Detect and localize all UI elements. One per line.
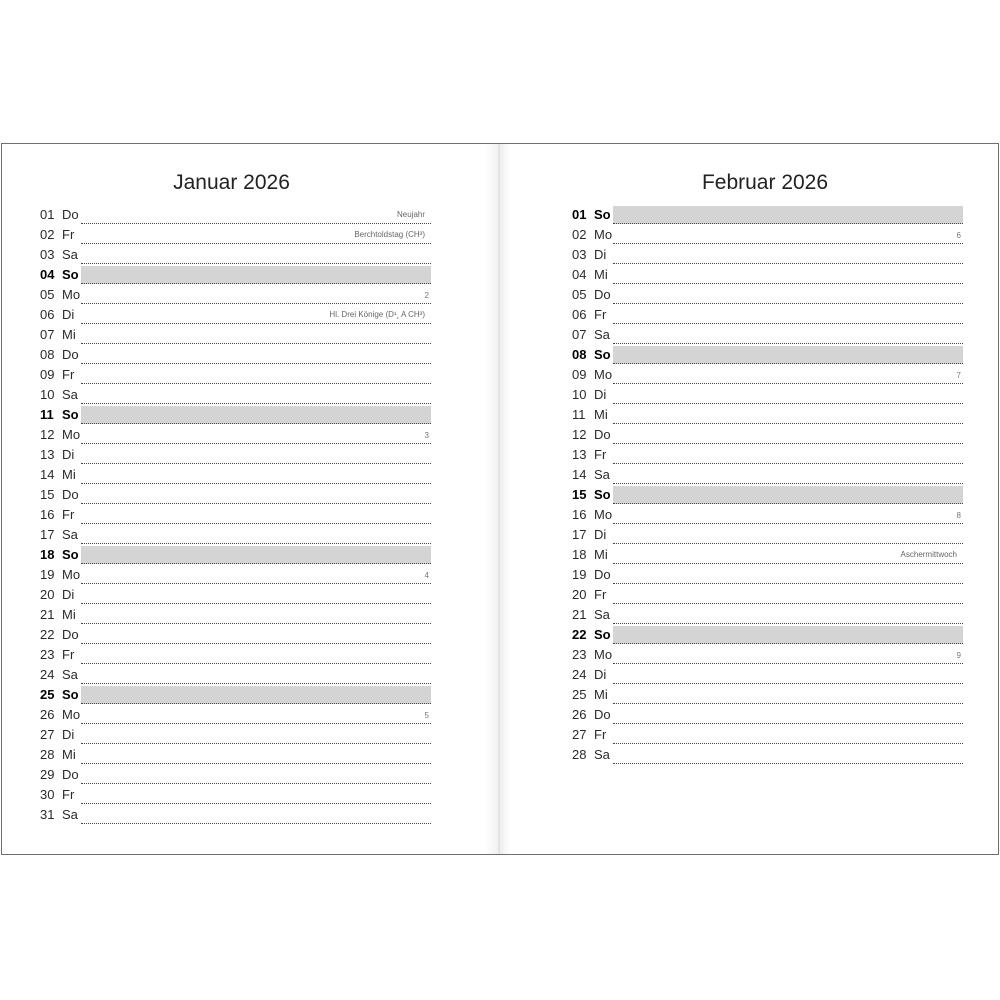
weekday-abbr: So — [594, 487, 611, 502]
entry-line[interactable] — [81, 326, 431, 344]
weekday-abbr: Di — [62, 727, 75, 742]
entry-line[interactable] — [613, 306, 963, 324]
weekday-abbr: Di — [62, 587, 75, 602]
day-number: 03 — [572, 247, 587, 262]
entry-line[interactable] — [81, 386, 431, 404]
week-number: 5 — [424, 711, 429, 720]
sunday-entry-line[interactable] — [81, 266, 431, 284]
entry-line[interactable] — [81, 226, 431, 244]
weekday-abbr: Sa — [594, 327, 610, 342]
day-number: 11 — [572, 407, 586, 422]
sunday-entry-line[interactable] — [81, 406, 431, 424]
day-row[interactable] — [500, 725, 998, 745]
day-number: 06 — [40, 307, 55, 322]
page-january — [1, 143, 499, 855]
day-number: 26 — [572, 707, 587, 722]
day-number: 23 — [572, 647, 587, 662]
entry-line[interactable] — [81, 286, 431, 304]
day-row[interactable] — [2, 225, 499, 245]
entry-line[interactable] — [81, 746, 431, 764]
day-number: 25 — [40, 687, 55, 702]
day-row[interactable] — [500, 745, 998, 765]
day-row[interactable] — [2, 425, 499, 445]
day-number: 28 — [40, 747, 55, 762]
day-number: 06 — [572, 307, 587, 322]
day-row[interactable] — [2, 445, 499, 465]
weekday-abbr: So — [62, 687, 79, 702]
day-row[interactable] — [500, 405, 998, 425]
day-row[interactable] — [2, 545, 499, 565]
entry-line[interactable] — [613, 646, 963, 664]
sunday-entry-line[interactable] — [613, 346, 963, 364]
day-row[interactable] — [2, 625, 499, 645]
day-row[interactable] — [2, 785, 499, 805]
weekday-abbr: Mi — [594, 687, 608, 702]
day-row[interactable] — [2, 325, 499, 345]
day-row[interactable] — [500, 205, 998, 225]
weekday-abbr: Sa — [62, 387, 78, 402]
day-row[interactable] — [2, 245, 499, 265]
weekday-abbr: Mi — [594, 407, 608, 422]
day-number: 24 — [572, 667, 587, 682]
entry-line[interactable] — [81, 706, 431, 724]
weekday-abbr: Mi — [594, 267, 608, 282]
day-number: 18 — [40, 547, 55, 562]
weekday-abbr: Do — [594, 287, 611, 302]
day-row[interactable] — [500, 485, 998, 505]
entry-line[interactable] — [81, 466, 431, 484]
day-number: 10 — [40, 387, 55, 402]
week-number: 4 — [424, 571, 429, 580]
weekday-abbr: Fr — [62, 227, 75, 242]
day-row[interactable] — [500, 305, 998, 325]
entry-line[interactable] — [81, 646, 431, 664]
entry-line[interactable] — [613, 686, 963, 704]
weekday-abbr: Do — [62, 347, 79, 362]
day-row[interactable] — [500, 665, 998, 685]
day-number: 22 — [572, 627, 587, 642]
day-list-january — [2, 205, 499, 825]
day-row[interactable] — [500, 225, 998, 245]
holiday-label: Neujahr — [396, 210, 425, 219]
weekday-abbr: Do — [62, 627, 79, 642]
day-row[interactable] — [500, 545, 998, 565]
day-row[interactable] — [2, 305, 499, 325]
day-row[interactable] — [2, 565, 499, 585]
entry-line[interactable] — [81, 506, 431, 524]
day-number: 27 — [40, 727, 55, 742]
day-number: 11 — [40, 407, 54, 422]
entry-line[interactable] — [613, 406, 963, 424]
entry-line[interactable] — [81, 246, 431, 264]
day-number: 13 — [40, 447, 55, 462]
entry-line[interactable] — [81, 426, 431, 444]
entry-line[interactable] — [81, 206, 431, 224]
day-row[interactable] — [2, 605, 499, 625]
day-row[interactable] — [500, 705, 998, 725]
weekday-abbr: Mi — [594, 547, 608, 562]
weekday-abbr: Di — [594, 387, 607, 402]
day-row[interactable] — [500, 425, 998, 445]
entry-line[interactable] — [81, 346, 431, 364]
weekday-abbr: Sa — [62, 807, 78, 822]
weekday-abbr: Mo — [62, 287, 81, 302]
weekday-abbr: So — [62, 547, 79, 562]
day-number: 03 — [40, 247, 55, 262]
weekday-abbr: Do — [594, 707, 611, 722]
day-row[interactable] — [500, 325, 998, 345]
entry-line[interactable] — [81, 766, 431, 784]
day-number: 25 — [572, 687, 587, 702]
day-number: 08 — [572, 347, 587, 362]
day-number: 17 — [40, 527, 55, 542]
day-number: 24 — [40, 667, 55, 682]
weekday-abbr: Mi — [62, 467, 76, 482]
sunday-entry-line[interactable] — [613, 626, 963, 644]
weekday-abbr: Fr — [62, 647, 75, 662]
day-row[interactable] — [2, 465, 499, 485]
weekday-abbr: Fr — [594, 307, 607, 322]
weekday-abbr: Fr — [594, 447, 607, 462]
day-number: 18 — [572, 547, 587, 562]
day-row[interactable] — [2, 665, 499, 685]
entry-line[interactable] — [613, 666, 963, 684]
weekday-abbr: Mo — [594, 647, 613, 662]
entry-line[interactable] — [81, 606, 431, 624]
entry-line[interactable] — [613, 706, 963, 724]
entry-line[interactable] — [81, 366, 431, 384]
day-row[interactable] — [500, 245, 998, 265]
holiday-label: Hl. Drei Könige (D¹¸ A CH³) — [329, 310, 425, 319]
entry-line[interactable] — [81, 306, 431, 324]
entry-line[interactable] — [81, 586, 431, 604]
entry-line[interactable] — [613, 266, 963, 284]
day-row[interactable] — [500, 285, 998, 305]
weekday-abbr: Sa — [62, 247, 78, 262]
day-number: 27 — [572, 727, 587, 742]
day-number: 04 — [40, 267, 55, 282]
day-row[interactable] — [500, 445, 998, 465]
entry-line[interactable] — [613, 746, 963, 764]
weekday-abbr: Do — [594, 567, 611, 582]
entry-line[interactable] — [81, 626, 431, 644]
weekday-abbr: Fr — [594, 587, 607, 602]
weekday-abbr: Mi — [62, 327, 76, 342]
day-row[interactable] — [2, 705, 499, 725]
weekday-abbr: So — [594, 627, 611, 642]
day-number: 10 — [572, 387, 587, 402]
day-number: 26 — [40, 707, 55, 722]
weekday-abbr: Di — [594, 247, 607, 262]
weekday-abbr: So — [594, 207, 611, 222]
week-number: 9 — [956, 651, 961, 660]
entry-line[interactable] — [81, 726, 431, 744]
day-number: 29 — [40, 767, 55, 782]
day-number: 21 — [40, 607, 55, 622]
week-number: 3 — [424, 431, 429, 440]
week-number: 8 — [956, 511, 961, 520]
day-number: 15 — [40, 487, 55, 502]
weekday-abbr: Sa — [594, 467, 610, 482]
day-number: 19 — [40, 567, 55, 582]
day-row[interactable] — [2, 765, 499, 785]
entry-line[interactable] — [81, 566, 431, 584]
weekday-abbr: Mo — [62, 707, 81, 722]
day-row[interactable] — [500, 645, 998, 665]
day-number: 02 — [572, 227, 587, 242]
month-title-january: Januar 2026 — [173, 171, 290, 194]
entry-line[interactable] — [613, 606, 963, 624]
day-number: 30 — [40, 787, 55, 802]
weekday-abbr: Mo — [62, 567, 81, 582]
planner-spread — [0, 143, 1000, 857]
day-number: 05 — [40, 287, 55, 302]
day-number: 04 — [572, 267, 587, 282]
day-row[interactable] — [2, 505, 499, 525]
weekday-abbr: Mi — [62, 747, 76, 762]
entry-line[interactable] — [81, 486, 431, 504]
day-number: 13 — [572, 447, 587, 462]
entry-line[interactable] — [613, 506, 963, 524]
weekday-abbr: Do — [62, 487, 79, 502]
day-row[interactable] — [500, 385, 998, 405]
weekday-abbr: Di — [62, 307, 75, 322]
day-row[interactable] — [2, 365, 499, 385]
day-row[interactable] — [2, 685, 499, 705]
weekday-abbr: So — [594, 347, 611, 362]
holiday-label: Berchtoldstag (CH³) — [354, 230, 425, 239]
day-number: 31 — [40, 807, 55, 822]
day-number: 22 — [40, 627, 55, 642]
day-row[interactable] — [500, 585, 998, 605]
holiday-label: Aschermittwoch — [900, 550, 957, 559]
page-february — [500, 143, 999, 855]
weekday-abbr: Sa — [594, 747, 610, 762]
day-row[interactable] — [500, 345, 998, 365]
day-number: 15 — [572, 487, 587, 502]
weekday-abbr: Di — [594, 527, 607, 542]
day-row[interactable] — [2, 645, 499, 665]
weekday-abbr: Di — [62, 447, 75, 462]
entry-line[interactable] — [613, 386, 963, 404]
entry-line[interactable] — [613, 526, 963, 544]
weekday-abbr: Fr — [594, 727, 607, 742]
weekday-abbr: So — [62, 407, 79, 422]
day-number: 14 — [572, 467, 587, 482]
weekday-abbr: Sa — [62, 527, 78, 542]
weekday-abbr: Fr — [62, 787, 75, 802]
week-number: 6 — [956, 231, 961, 240]
day-number: 16 — [572, 507, 587, 522]
day-row[interactable] — [2, 585, 499, 605]
entry-line[interactable] — [613, 726, 963, 744]
day-number: 28 — [572, 747, 587, 762]
day-number: 20 — [40, 587, 55, 602]
day-number: 16 — [40, 507, 55, 522]
week-number: 2 — [424, 291, 429, 300]
weekday-abbr: Fr — [62, 507, 75, 522]
weekday-abbr: Do — [594, 427, 611, 442]
day-list-february — [500, 205, 998, 765]
weekday-abbr: So — [62, 267, 79, 282]
entry-line[interactable] — [81, 806, 431, 824]
weekday-abbr: Di — [594, 667, 607, 682]
entry-line[interactable] — [613, 426, 963, 444]
day-row[interactable] — [2, 725, 499, 745]
day-row[interactable] — [500, 465, 998, 485]
entry-line[interactable] — [81, 786, 431, 804]
day-row[interactable] — [2, 525, 499, 545]
weekday-abbr: Do — [62, 207, 79, 222]
week-number: 7 — [956, 371, 961, 380]
day-row[interactable] — [500, 685, 998, 705]
day-row[interactable] — [2, 805, 499, 825]
day-row[interactable] — [500, 365, 998, 385]
entry-line[interactable] — [613, 566, 963, 584]
day-row[interactable] — [2, 265, 499, 285]
sunday-entry-line[interactable] — [81, 686, 431, 704]
day-number: 05 — [572, 287, 587, 302]
weekday-abbr: Mo — [62, 427, 81, 442]
day-number: 01 — [40, 207, 55, 222]
day-number: 23 — [40, 647, 55, 662]
entry-line[interactable] — [613, 326, 963, 344]
day-row[interactable] — [500, 525, 998, 545]
sunday-entry-line[interactable] — [613, 486, 963, 504]
day-number: 09 — [572, 367, 587, 382]
day-row[interactable] — [500, 265, 998, 285]
day-number: 08 — [40, 347, 55, 362]
day-number: 14 — [40, 467, 55, 482]
day-row[interactable] — [2, 345, 499, 365]
weekday-abbr: Mo — [594, 507, 613, 522]
weekday-abbr: Fr — [62, 367, 75, 382]
weekday-abbr: Mo — [594, 367, 613, 382]
day-number: 17 — [572, 527, 587, 542]
entry-line[interactable] — [613, 246, 963, 264]
entry-line[interactable] — [613, 286, 963, 304]
day-number: 20 — [572, 587, 587, 602]
weekday-abbr: Do — [62, 767, 79, 782]
day-row[interactable] — [500, 505, 998, 525]
day-row[interactable] — [2, 205, 499, 225]
day-number: 07 — [572, 327, 587, 342]
day-number: 01 — [572, 207, 587, 222]
day-row[interactable] — [500, 605, 998, 625]
sunday-entry-line[interactable] — [81, 546, 431, 564]
entry-line[interactable] — [81, 446, 431, 464]
day-number: 12 — [40, 427, 55, 442]
entry-line[interactable] — [613, 226, 963, 244]
entry-line[interactable] — [613, 366, 963, 384]
day-number: 21 — [572, 607, 587, 622]
day-number: 07 — [40, 327, 55, 342]
weekday-abbr: Mo — [594, 227, 613, 242]
day-number: 09 — [40, 367, 55, 382]
day-row[interactable] — [2, 745, 499, 765]
entry-line[interactable] — [613, 466, 963, 484]
day-row[interactable] — [500, 625, 998, 645]
sunday-entry-line[interactable] — [613, 206, 963, 224]
entry-line[interactable] — [81, 526, 431, 544]
day-row[interactable] — [500, 565, 998, 585]
day-row[interactable] — [2, 385, 499, 405]
month-title-february: Februar 2026 — [701, 171, 829, 194]
weekday-abbr: Sa — [594, 607, 610, 622]
day-number: 02 — [40, 227, 55, 242]
weekday-abbr: Mi — [62, 607, 76, 622]
day-number: 12 — [572, 427, 587, 442]
entry-line[interactable] — [613, 586, 963, 604]
entry-line[interactable] — [613, 546, 963, 564]
day-row[interactable] — [2, 405, 499, 425]
entry-line[interactable] — [81, 666, 431, 684]
day-number: 19 — [572, 567, 587, 582]
entry-line[interactable] — [613, 446, 963, 464]
day-row[interactable] — [2, 485, 499, 505]
day-row[interactable] — [2, 285, 499, 305]
weekday-abbr: Sa — [62, 667, 78, 682]
